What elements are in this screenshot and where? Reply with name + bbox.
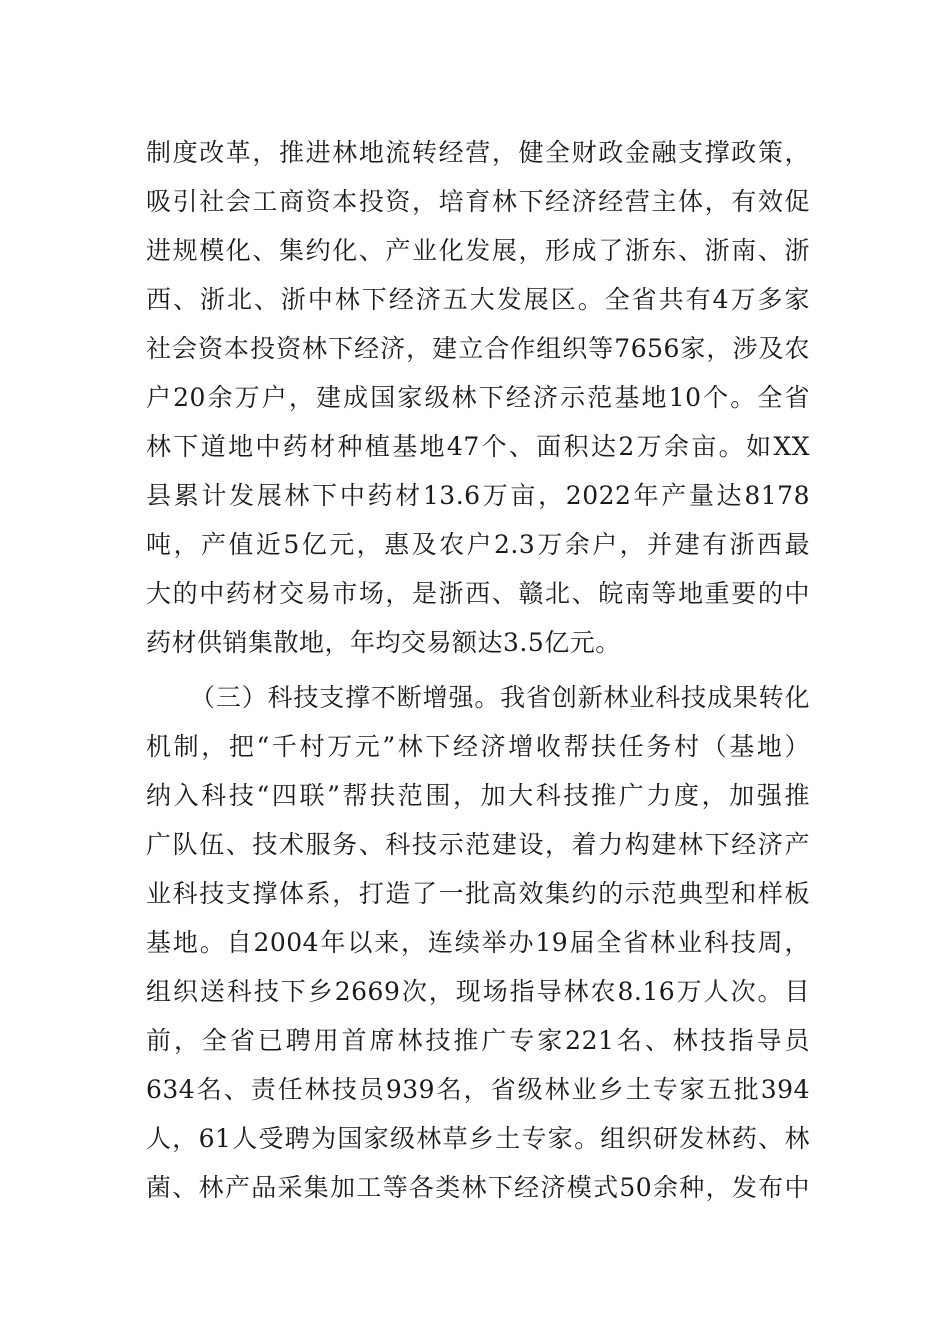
section-heading-line: （三）科技支撑不断增强。我省创新林业科技成果转化 — [190, 683, 810, 712]
text-line: 进规模化、集约化、产业化发展，形成了浙东、浙南、浙 — [146, 236, 810, 265]
text-line: 社会资本投资林下经济，建立合作组织等7656家，涉及农 — [146, 334, 810, 363]
text-line: 县累计发展林下中药材13.6万亩，2022年产量达8178 — [146, 481, 810, 510]
text-line: 广队伍、技术服务、科技示范建设，着力构建林下经济产 — [146, 830, 810, 859]
text-line: 药材供销集散地，年均交易额达3.5亿元。 — [146, 628, 621, 657]
text-line: 组织送科技下乡2669次，现场指导林农8.16万人次。目 — [146, 977, 810, 1006]
text-line: 634名、责任林技员939名，省级林业乡土专家五批394 — [146, 1075, 810, 1104]
text-line: 林下道地中药材种植基地47个、面积达2万余亩。如XX — [146, 432, 810, 461]
text-line: 制度改革，推进林地流转经营，健全财政金融支撑政策， — [146, 138, 810, 167]
text-line: 人，61人受聘为国家级林草乡土专家。组织研发林药、林 — [146, 1124, 810, 1153]
text-line: 业科技支撑体系，打造了一批高效集约的示范典型和样板 — [146, 879, 810, 908]
text-line: 大的中药材交易市场，是浙西、赣北、皖南等地重要的中 — [146, 579, 810, 608]
text-line: 机制，把“千村万元”林下经济增收帮扶任务村（基地） — [146, 732, 810, 761]
text-line: 户20余万户，建成国家级林下经济示范基地10个。全省 — [146, 383, 810, 412]
text-line: 吨，产值近5亿元，惠及农户2.3万余户，并建有浙西最 — [146, 530, 810, 559]
text-line: 西、浙北、浙中林下经济五大发展区。全省共有4万多家 — [146, 285, 810, 314]
text-line: 前，全省已聘用首席林技推广专家221名、林技指导员 — [146, 1026, 810, 1055]
text-line: 纳入科技“四联”帮扶范围，加大科技推广力度，加强推 — [146, 781, 810, 810]
text-line: 菌、林产品采集加工等各类林下经济模式50余种，发布中 — [146, 1173, 810, 1202]
text-line: 基地。自2004年以来，连续举办19届全省林业科技周， — [146, 928, 810, 957]
text-line: 吸引社会工商资本投资，培育林下经济经营主体，有效促 — [146, 187, 810, 216]
